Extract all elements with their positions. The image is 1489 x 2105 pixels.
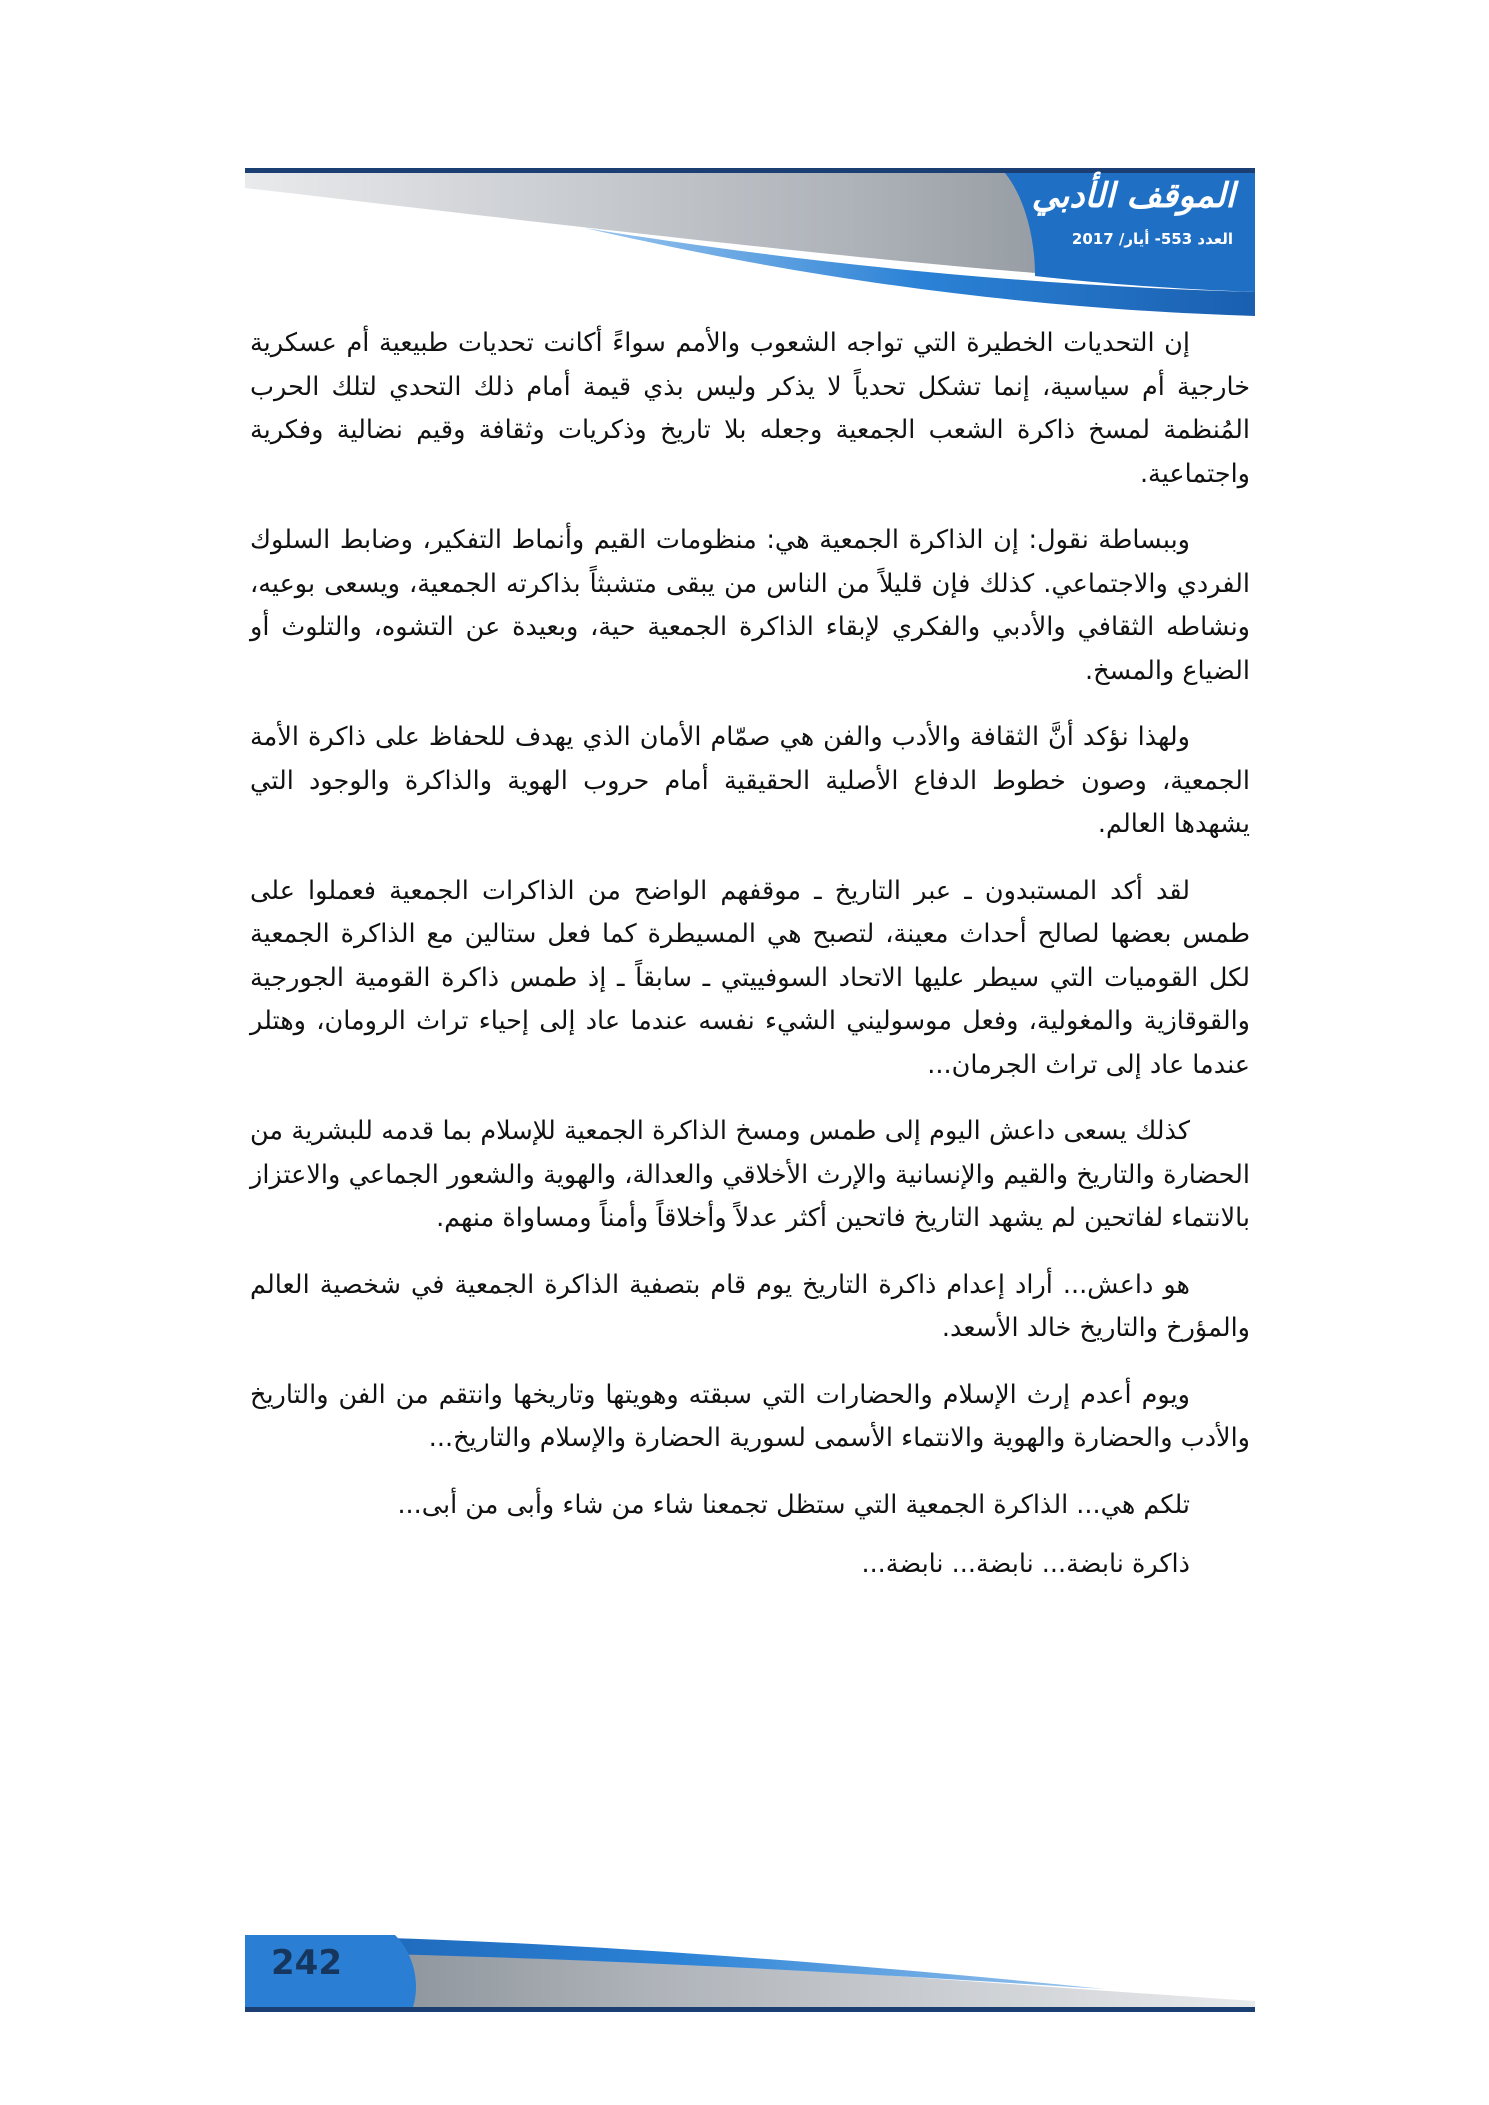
paragraph-7: ويوم أعدم إرث الإسلام والحضارات التي سبقته وهويتها وتاريخها وانتقم من الفن والتاريخ والأدب والحضارة والهوية والانتماء الأسمى لسورية الحضارة والإسلام والتاريخ... <box>250 1379 1250 1453</box>
paragraph-3: ولهذا نؤكد أنَّ الثقافة والأدب والفن هي صمّام الأمان الذي يهدف للحفاظ على ذاكرة الأمة الجمعية، وصون خطوط الدفاع الأصلية الحقيقية أمام حروب الهوية والذاكرة والوجود التي يشهدها العالم. <box>250 722 1250 839</box>
paragraph-8: تلكم هي... الذاكرة الجمعية التي ستظل تجمعنا شاء من شاء وأبى من أبى... <box>397 1489 1190 1520</box>
paragraph-5: كذلك يسعى داعش اليوم إلى طمس ومسخ الذاكرة الجمعية للإسلام بما قدمه للبشرية من الحضارة والتاريخ والقيم والإنسانية والإرث الأخلاقي والعدالة، والهوية والشعور الجماعي والاعتزاز بالانتماء لفاتحين لم يشهد التاريخ فاتحين أكثر عدلاً وأخلاقاً وأمناً ومساواة منهم. <box>250 1116 1250 1233</box>
paragraph-6: هو داعش... أراد إعدام ذاكرة التاريخ يوم قام بتصفية الذاكرة الجمعية في شخصية العالم والمؤرخ والتاريخ خالد الأسعد. <box>250 1269 1250 1343</box>
article-body <box>250 322 1250 1603</box>
footer-swoosh-graphic <box>245 1935 1255 2015</box>
page-header <box>245 168 1255 320</box>
paragraph-2: وببساطة نقول: إن الذاكرة الجمعية هي: منظومات القيم وأنماط التفكير، وضابط السلوك الفردي والاجتماعي. كذلك فإن قليلاً من الناس من يبقى متشبثاً بذاكرته الجمعية، ويسعى بوعيه، ونشاطه الثقافي والأدبي والفكري لإبقاء الذاكرة الجمعية حية، وبعيدة عن التشوه، والتلوث أو الضياع والمسخ. <box>250 525 1250 686</box>
magazine-logo: الموقف الأدبي <box>1031 176 1235 216</box>
issue-date-line: العدد 553- أيار/ 2017 <box>1071 230 1233 248</box>
page-number: 242 <box>271 1943 342 1983</box>
paragraph-4: لقد أكد المستبدون ـ عبر التاريخ ـ موقفهم الواضح من الذاكرات الجمعية فعملوا على طمس بعضها لصالح أحداث معينة، لتصبح هي المسيطرة كما فعل ستالين مع الذاكرة الجمعية لكل القوميات التي سيطر عليها الاتحاد السوفييتي ـ سابقاً ـ إذ طمس ذاكرة القومية الجورجية والقوقازية والمغولية، وفعل موسوليني الشيء نفسه عندما عاد إلى إحياء تراث الرومان، وهتلر عندما عاد إلى تراث الجرمان... <box>250 875 1250 1080</box>
paragraph-1: إن التحديات الخطيرة التي تواجه الشعوب والأمم سواءً أكانت تحديات طبيعية أم عسكرية خارجية أم سياسية، إنما تشكل تحدياً لا يذكر وليس بذي قيمة أمام ذلك التحدي لتلك الحرب المُنظمة لمسخ ذاكرة الشعب الجمعية وجعله بلا تاريخ وذكريات وثقافة وقيم نضالية وفكرية واجتماعية. <box>250 328 1250 489</box>
paragraph-9: ذاكرة نابضة... نابضة... نابضة... <box>861 1549 1190 1579</box>
page-footer <box>245 1935 1255 2015</box>
